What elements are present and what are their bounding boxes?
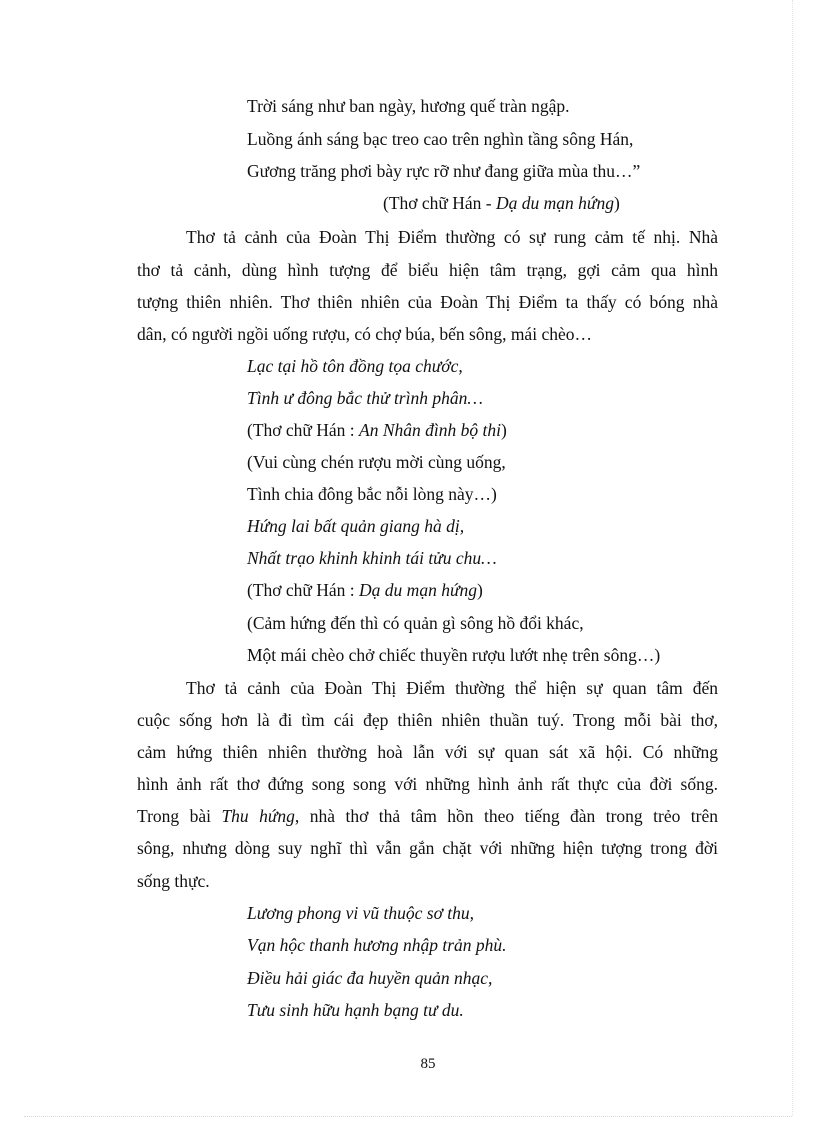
verse-line: Lương phong vi vũ thuộc sơ thu, [247, 903, 475, 923]
citation: (Thơ chữ Hán : Dạ du mạn hứng) [247, 580, 483, 600]
citation-title: Dạ du mạn hứng [496, 193, 614, 213]
verse-line: Nhất trạo khinh khinh tái tửu chu… [247, 548, 497, 568]
citation: (Thơ chữ Hán : An Nhân đình bộ thi) [247, 420, 507, 440]
verse-line: Hứng lai bất quản giang hà dị, [247, 516, 465, 536]
verse-line: Trời sáng như ban ngày, hương quế tràn ngập. [247, 96, 570, 116]
page-border-right [792, 0, 793, 1116]
translation-line: Tình chia đông bắc nỗi lòng này…) [247, 484, 497, 504]
citation-title: An Nhân đình bộ thi [359, 420, 501, 440]
paragraph-line: Thơ tả cảnh của Đoàn Thị Điểm thường có sự rung cảm tế nhị. Nhà [186, 227, 718, 247]
paragraph-line: hình ảnh rất thơ đứng song song với những hình ảnh rất thực của đời sống. [137, 774, 718, 794]
paragraph-line: dân, có người ngồi uống rượu, có chợ búa, bến sông, mái chèo… [137, 324, 592, 344]
verse-line: Điều hải giác đa huyền quản nhạc, [247, 968, 493, 988]
paragraph-line: cuộc sống hơn là đi tìm cái đẹp thiên nhiên thuần tuý. Trong mỗi bài thơ, [137, 710, 718, 730]
verse-line: Gương trăng phơi bày rực rỡ như đang giữa mùa thu…” [247, 161, 641, 181]
verse-line: Lạc tại hồ tôn đồng tọa chước, [247, 356, 463, 376]
page-border-bottom [24, 1116, 792, 1117]
paragraph-line: Thơ tả cảnh của Đoàn Thị Điểm thường thể hiện sự quan tâm đến [186, 678, 718, 698]
verse-line: Luồng ánh sáng bạc treo cao trên nghìn tầng sông Hán, [247, 129, 634, 149]
paragraph-line: sông, nhưng dòng suy nghĩ thì vẫn gắn chặt với những hiện tượng trong đời [137, 838, 718, 858]
translation-line: (Vui cùng chén rượu mời cùng uống, [247, 452, 506, 472]
poem-title: Thu hứng [221, 806, 295, 826]
verse-line: Tình ư đông bắc thử trình phân… [247, 388, 483, 408]
citation: (Thơ chữ Hán - Dạ du mạn hứng) [383, 193, 620, 213]
verse-line: Vạn hộc thanh hương nhập trản phù. [247, 935, 507, 955]
translation-line: Một mái chèo chở chiếc thuyền rượu lướt nhẹ trên sông…) [247, 645, 661, 665]
page-number: 85 [420, 1056, 436, 1072]
paragraph-line: cảm hứng thiên nhiên thường hoà lẫn với sự quan sát xã hội. Có những [137, 742, 718, 762]
paragraph-line: sống thực. [137, 871, 210, 891]
citation-title: Dạ du mạn hứng [359, 580, 477, 600]
paragraph-line: Trong bài Thu hứng, nhà thơ thả tâm hồn theo tiếng đàn trong trẻo trên [137, 806, 718, 826]
verse-line: Tưu sinh hữu hạnh bạng tư du. [247, 1000, 464, 1020]
paragraph-line: thơ tả cảnh, dùng hình tượng để biểu hiện tâm trạng, gợi cảm qua hình [137, 260, 718, 280]
paragraph-line: tượng thiên nhiên. Thơ thiên nhiên của Đoàn Thị Điểm ta thấy có bóng nhà [137, 292, 718, 312]
translation-line: (Cảm hứng đến thì có quản gì sông hồ đổi khác, [247, 613, 584, 633]
